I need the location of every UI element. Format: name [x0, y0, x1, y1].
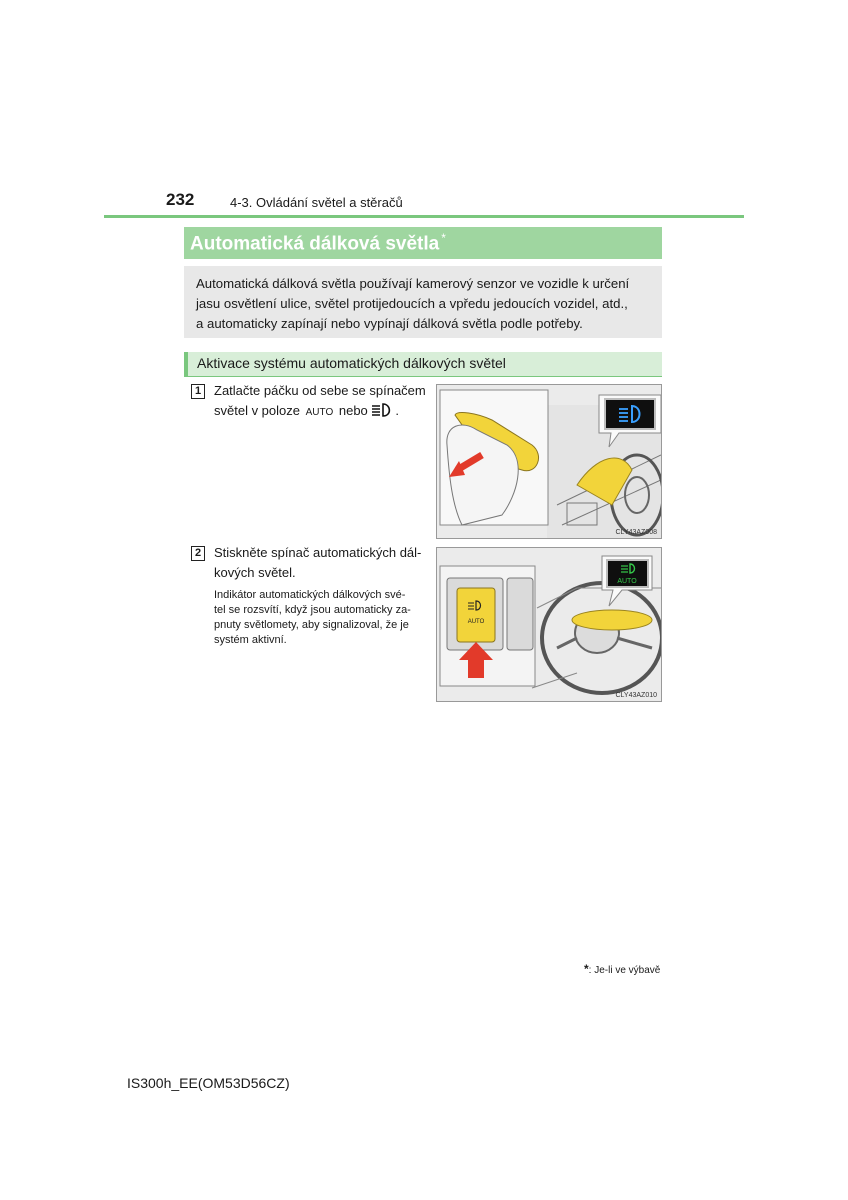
chapter-title: 4-3. Ovládání světel a stěračů	[230, 195, 403, 210]
intro-line: Automatická dálková světla používají kamerový senzor ve vozidle k určení	[196, 276, 630, 291]
intro-box	[184, 266, 662, 338]
subsection-title: Aktivace systému automatických dálkových světel	[197, 355, 506, 371]
intro-line: a automaticky zapínají nebo vypínají dálková světla podle potřeby.	[196, 316, 583, 331]
step-2-line-2: kových světel.	[214, 565, 296, 580]
step-2-text	[214, 543, 429, 583]
auto-symbol: AUTO	[305, 407, 334, 418]
step-1-line-2: světel v poloze AUTO nebo .	[214, 403, 400, 418]
document-code: IS300h_EE(OM53D56CZ)	[127, 1075, 290, 1091]
figure-code: CLY43AZ008	[615, 529, 657, 536]
lever-illustration	[437, 385, 661, 538]
figure-switch	[436, 547, 662, 702]
switch-illustration	[437, 548, 661, 701]
subsection-title-bar	[184, 352, 662, 377]
step-2-note-line: tel se rozsvítí, když jsou automaticky za-	[214, 604, 411, 616]
step-1-text	[214, 381, 429, 423]
intro-line: jasu osvětlení ulice, světel protijedoucích a vpředu jedoucích vozidel, atd.,	[196, 296, 628, 311]
step-2-note	[214, 588, 429, 648]
optional-equipment-mark: *	[441, 231, 446, 245]
step-1-line-1: Zatlačte páčku od sebe se spínačem	[214, 383, 426, 398]
button-auto-label: AUTO	[467, 619, 485, 625]
footnote-text: : Je-li ve výbavě	[588, 965, 661, 976]
section-title-bar	[184, 227, 662, 259]
step-2-note-line: Indikátor automatických dálkových své-	[214, 589, 406, 601]
figure-lever	[436, 384, 662, 539]
indicator-auto-label: AUTO	[617, 578, 637, 585]
page-number: 232	[166, 190, 195, 209]
footnote-mark: *	[584, 962, 589, 976]
figure-code: CLY43AZ010	[615, 692, 657, 699]
footnote	[584, 962, 660, 976]
step-2-note-line: systém aktivní.	[214, 634, 287, 646]
step-2-line-1: Stiskněte spínač automatických dál-	[214, 545, 422, 560]
auto-high-beam-icon	[371, 403, 395, 417]
header-divider	[104, 215, 744, 218]
step-number-1: 1	[191, 384, 205, 399]
section-title: Automatická dálková světla	[190, 233, 440, 255]
step-2-note-line: pnuty světlomety, aby signalizoval, že je	[214, 619, 409, 631]
step-number-2: 2	[191, 546, 205, 561]
